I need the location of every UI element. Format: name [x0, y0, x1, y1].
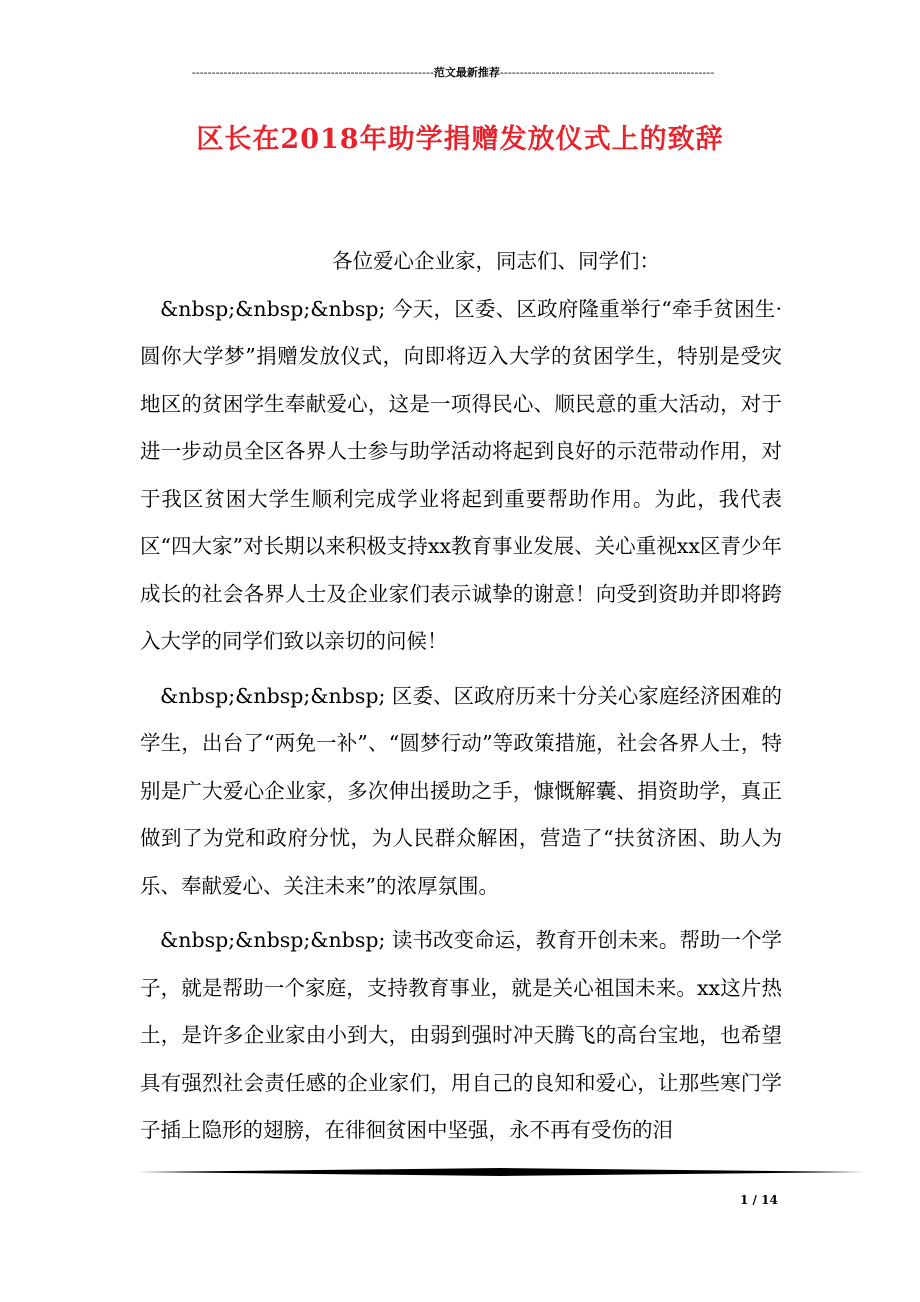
- footer-rule: [138, 1165, 864, 1179]
- header-dashes-left: -------------------------------------------------------------: [191, 66, 434, 79]
- page-header: [138, 66, 768, 80]
- paragraph-2: &nbsp;&nbsp;&nbsp; 区委、区政府历来十分关心家庭经济困难的学生，出台了“两免一补”、“圆梦行动”等政策措施，社会各界人士，特别是广大爱心企业家，多次伸出援助之手，慷慨解囊、捐资助学，真正做到了为党和政府分忧，为人民群众解困，营造了“扶贫济困、助人为乐、奉献爱心、关注未来”的浓厚氛围。: [140, 683, 782, 898]
- page-number: 1 / 14: [740, 1193, 778, 1207]
- document-title: 区长在2018年助学捐赠发放仪式上的致辞: [196, 124, 724, 155]
- paragraph-1: &nbsp;&nbsp;&nbsp; 今天，区委、区政府隆重举行“牵手贫困生·圆你大学梦”捐赠发放仪式，向即将迈入大学的贫困学生，特别是受灾地区的贫困学生奉献爱心，这是一项得民心、顺民意的重大活动，对于进一步动员全区各界人士参与助学活动将起到良好的示范带动作用，对于我区贫困大学生顺利完成学业将起到重要帮助作用。为此，我代表区“四大家”对长期以来积极支持xx教育事业发展、关心重视xx区青少年成长的社会各界人士及企业家们表示诚挚的谢意！向受到资助并即将跨入大学的同学们致以亲切的问候！: [140, 296, 782, 653]
- header-dashes-right: ------------------------------------------------------: [499, 66, 715, 79]
- paragraph-3: &nbsp;&nbsp;&nbsp; 读书改变命运，教育开创未来。帮助一个学子，就是帮助一个家庭，支持教育事业，就是关心祖国未来。xx这片热土，是许多企业家由小到大，由弱到强时冲天腾飞的高台宝地，也希望具有强烈社会责任感的企业家们，用自己的良知和爱心，让那些寒门学子插上隐形的翅膀，在徘徊贫困中坚强，永不再有受伤的泪: [140, 928, 782, 1142]
- greeting: 各位爱心企业家，同志们、同学们：: [332, 249, 660, 273]
- document-body: [140, 238, 782, 1155]
- header-label: 范文最新推荐: [433, 66, 500, 79]
